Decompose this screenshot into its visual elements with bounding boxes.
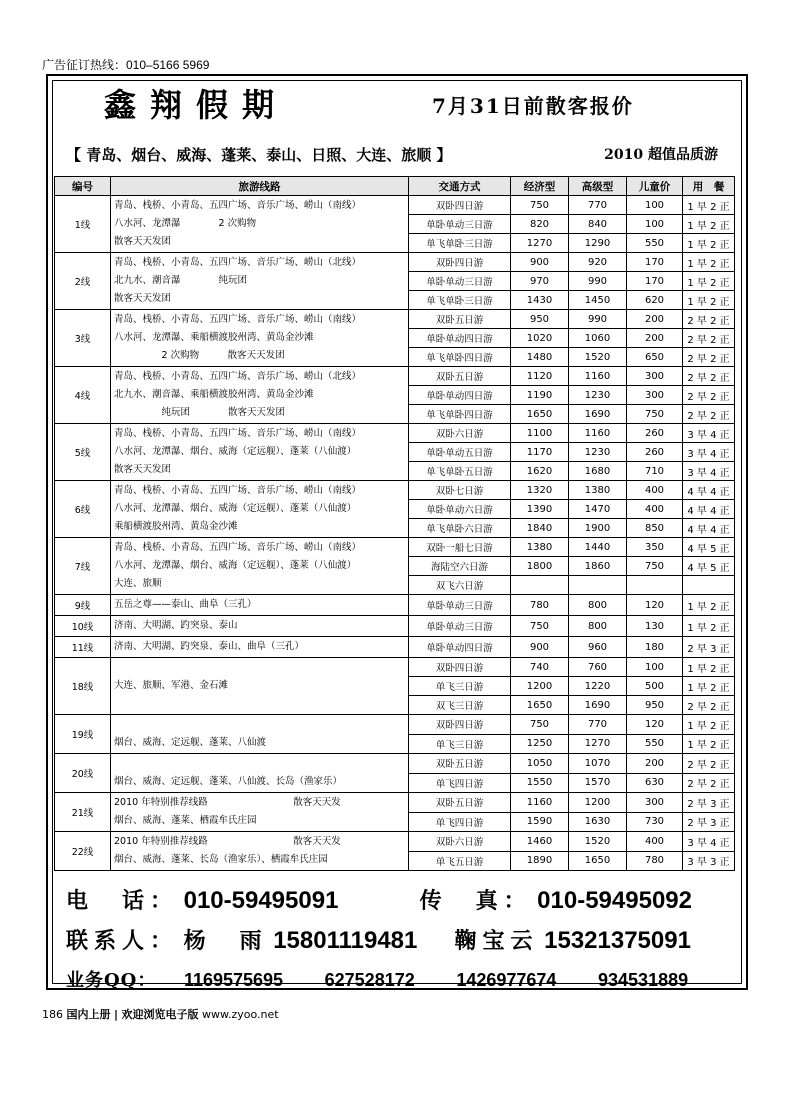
contact-label: 联系人： [66,928,179,954]
child-price: 400 [627,500,683,519]
route-description [111,481,409,538]
child-price [627,576,683,595]
economy-price: 1430 [511,291,569,310]
economy-price: 1320 [511,481,569,500]
route-description [111,793,409,832]
premium-price: 1380 [569,481,627,500]
child-price: 350 [627,538,683,557]
transport-mode: 单卧单动六日游 [409,500,511,519]
meals: 1 早 2 正 [683,734,735,754]
route-id: 9线 [55,595,111,616]
child-price: 400 [627,481,683,500]
meals: 1 早 2 正 [683,715,735,735]
transport-mode: 双卧四日游 [409,196,511,215]
premium-price: 1450 [569,291,627,310]
economy-price: 1890 [511,851,569,871]
economy-price: 1100 [511,424,569,443]
economy-price: 1200 [511,677,569,696]
meals: 3 早 4 正 [683,443,735,462]
route-description [111,832,409,871]
child-price: 180 [627,637,683,658]
economy-price: 1250 [511,734,569,754]
meals: 2 早 2 正 [683,696,735,715]
transport-mode: 单卧单动三日游 [409,616,511,637]
route-line [114,716,405,734]
route-line: 济南、大明湖、趵突泉、泰山、曲阜（三孔） [114,641,305,652]
route-id: 18线 [55,658,111,715]
fax-number: 010-59495092 [537,887,692,914]
route-id: 22线 [55,832,111,871]
transport-mode: 双卧五日游 [409,793,511,813]
tagline: 2010 超值品质游 [604,147,718,163]
meals: 4 早 4 正 [683,519,735,538]
child-price: 100 [627,196,683,215]
transport-mode: 单飞四日游 [409,773,511,793]
route-description [111,595,409,616]
meals: 2 早 3 正 [683,637,735,658]
meals: 4 早 4 正 [683,481,735,500]
economy-price: 1190 [511,386,569,405]
economy-price: 1650 [511,696,569,715]
transport-mode: 双卧五日游 [409,310,511,329]
table-row [55,616,735,637]
transport-mode: 单卧单动四日游 [409,329,511,348]
premium-price: 1220 [569,677,627,696]
meals: 1 早 2 正 [683,595,735,616]
table-row [55,658,735,677]
premium-price: 1690 [569,696,627,715]
premium-price: 1900 [569,519,627,538]
transport-mode: 单飞三日游 [409,734,511,754]
transport-mode: 单飞四日游 [409,812,511,832]
child-price: 620 [627,291,683,310]
table-header-row [55,177,735,196]
footer-url: www.zyoo.net [202,1008,279,1021]
transport-mode: 双卧一船七日游 [409,538,511,557]
child-price: 300 [627,386,683,405]
economy-price: 1160 [511,793,569,813]
ad-hotline: 广告征订热线：010–5166 5969 [42,58,210,72]
economy-price: 750 [511,715,569,735]
child-price: 500 [627,677,683,696]
premium-price: 1650 [569,851,627,871]
route-line: 烟台、威海、定远舰、蓬莱、八仙渡、长岛（渔家乐） [114,776,343,787]
premium-price: 800 [569,595,627,616]
meals: 4 早 4 正 [683,500,735,519]
transport-mode: 双卧五日游 [409,367,511,386]
economy-price: 780 [511,595,569,616]
economy-price: 1460 [511,832,569,852]
table-row [55,715,735,735]
route-id: 19线 [55,715,111,754]
premium-price: 760 [569,658,627,677]
transport-mode: 双卧六日游 [409,832,511,852]
route-description [111,754,409,793]
route-line: 八水河、龙潭瀑、烟台、威海（定远舰）、蓬莱（八仙渡） [114,560,357,571]
route-id: 2线 [55,253,111,310]
page-number: 186 [42,1008,63,1021]
child-price: 750 [627,557,683,576]
route-line: 乘船横渡胶州湾、黄岛金沙滩 [114,521,238,532]
transport-mode: 双飞六日游 [409,576,511,595]
footer-separator: | [114,1008,119,1021]
premium-price: 920 [569,253,627,272]
route-description [111,715,409,754]
route-line [114,755,405,773]
transport-mode: 双卧五日游 [409,754,511,774]
economy-price: 1380 [511,538,569,557]
route-line: 八水河、龙潭瀑、乘船横渡胶州湾、黄岛金沙滩 [114,332,314,343]
child-price: 200 [627,310,683,329]
contact-person-row [66,924,691,955]
child-price: 630 [627,773,683,793]
meals: 2 早 2 正 [683,754,735,774]
ad-frame [46,74,748,990]
table-row [55,196,735,215]
header-cell: 旅游线路 [111,177,409,196]
meals: 1 早 2 正 [683,234,735,253]
header-cell: 用 餐 [683,177,735,196]
phone-label: 电 话： [66,888,179,914]
premium-price [569,576,627,595]
routes-table [54,176,735,871]
qq-number: 934531889 [598,970,689,990]
transport-mode: 单卧单动三日游 [409,272,511,291]
premium-price: 960 [569,637,627,658]
premium-price: 1690 [569,405,627,424]
economy-price: 1620 [511,462,569,481]
qq-label: 业务QQ： [66,970,157,991]
premium-price: 1200 [569,793,627,813]
child-price: 260 [627,443,683,462]
route-description [111,637,409,658]
economy-price: 1550 [511,773,569,793]
route-line: 青岛、栈桥、小青岛、五四广场、音乐广场、崂山（南线） [114,428,362,439]
route-line: 济南、大明湖、趵突泉、泰山 [114,620,238,631]
premium-price: 990 [569,272,627,291]
transport-mode: 单卧单动四日游 [409,386,511,405]
meals: 4 早 5 正 [683,538,735,557]
meals: 1 早 2 正 [683,291,735,310]
premium-price: 1270 [569,734,627,754]
child-price: 650 [627,348,683,367]
economy-price: 1390 [511,500,569,519]
meals: 1 早 2 正 [683,677,735,696]
meals [683,576,735,595]
meals: 3 早 4 正 [683,424,735,443]
premium-price: 1860 [569,557,627,576]
route-description [111,658,409,715]
transport-mode: 单飞单卧四日游 [409,348,511,367]
meals: 3 早 4 正 [683,462,735,481]
qq-number: 1169575695 [183,970,284,990]
transport-mode: 单卧单动四日游 [409,637,511,658]
economy-price: 1050 [511,754,569,774]
transport-mode: 单飞单卧三日游 [409,291,511,310]
child-price: 170 [627,253,683,272]
child-price: 130 [627,616,683,637]
route-line [114,659,405,677]
qq-row [66,966,688,992]
destinations-line: 【 青岛、烟台、威海、蓬莱、泰山、日照、大连、旅顺 】 [66,146,452,164]
phone-row [66,884,692,915]
transport-mode: 单飞单卧六日游 [409,519,511,538]
header-cell: 经济型 [511,177,569,196]
premium-price: 1520 [569,348,627,367]
meals: 3 早 4 正 [683,832,735,852]
economy-price: 970 [511,272,569,291]
premium-price: 1630 [569,812,627,832]
meals: 2 早 2 正 [683,386,735,405]
meals: 1 早 2 正 [683,272,735,291]
child-price: 730 [627,812,683,832]
child-price: 710 [627,462,683,481]
footer-section: 国内上册 [66,1008,111,1021]
route-id: 4线 [55,367,111,424]
premium-price: 1470 [569,500,627,519]
route-id: 7线 [55,538,111,595]
transport-mode: 单飞单卧四日游 [409,405,511,424]
qq-number: 627528172 [324,970,415,990]
route-description [111,253,409,310]
route-line: 烟台、威海、蓬莱、长岛（渔家乐）、栖霞牟氏庄园 [114,854,328,865]
meals: 2 早 2 正 [683,329,735,348]
premium-price: 1230 [569,443,627,462]
transport-mode: 单飞单卧三日游 [409,234,511,253]
route-line: 2 次购物 散客天天发团 [114,350,285,361]
route-line: 2010 年特别推荐线路 散客天天发 [114,836,341,847]
premium-price: 800 [569,616,627,637]
contact-phone-1: 15801119481 [273,927,418,954]
header-cell: 高级型 [569,177,627,196]
route-line: 五岳之尊——泰山、曲阜（三孔） [114,599,257,610]
route-line: 散客天天发团 [114,236,172,247]
route-line: 大连、旅顺、军港、金石滩 [114,680,229,691]
table-row [55,832,735,852]
premium-price: 770 [569,196,627,215]
transport-mode: 海陆空六日游 [409,557,511,576]
child-price: 850 [627,519,683,538]
header-cell: 儿童价 [627,177,683,196]
routes-body [55,196,735,871]
price-subtitle: 7月31日前散客报价 [432,94,634,118]
page-footer [42,1006,279,1022]
route-line: 大连、旅顺 [114,578,162,589]
route-line: 青岛、栈桥、小青岛、五四广场、音乐广场、崂山（北线） [114,371,362,382]
route-description [111,367,409,424]
route-line: 八水河、龙潭瀑、烟台、威海（定远舰）、蓬莱（八仙渡） [114,446,357,457]
meals: 2 早 2 正 [683,773,735,793]
economy-price: 900 [511,253,569,272]
premium-price: 1440 [569,538,627,557]
economy-price: 1170 [511,443,569,462]
transport-mode: 单飞单卧五日游 [409,462,511,481]
header-cell: 编号 [55,177,111,196]
child-price: 170 [627,272,683,291]
transport-mode: 单卧单动三日游 [409,595,511,616]
economy-price [511,576,569,595]
contact-person-1: 杨 雨 [183,928,268,954]
meals: 1 早 2 正 [683,196,735,215]
economy-price: 820 [511,215,569,234]
meals: 2 早 3 正 [683,812,735,832]
route-id: 20线 [55,754,111,793]
transport-mode: 双卧四日游 [409,253,511,272]
route-line: 烟台、威海、蓬莱、栖霞牟氏庄园 [114,815,257,826]
table-row [55,793,735,813]
economy-price: 1590 [511,812,569,832]
premium-price: 1680 [569,462,627,481]
route-description [111,424,409,481]
meals: 1 早 2 正 [683,215,735,234]
table-row [55,481,735,500]
economy-price: 1120 [511,367,569,386]
child-price: 550 [627,734,683,754]
economy-price: 950 [511,310,569,329]
contact-person-2: 鞠宝云 [454,928,539,954]
table-row [55,253,735,272]
route-line: 青岛、栈桥、小青岛、五四广场、音乐广场、崂山（南线） [114,200,362,211]
economy-price: 750 [511,616,569,637]
meals: 2 早 2 正 [683,367,735,386]
route-line: 青岛、栈桥、小青岛、五四广场、音乐广场、崂山（北线） [114,257,362,268]
meals: 1 早 2 正 [683,616,735,637]
route-line: 散客天天发团 [114,293,172,304]
transport-mode: 单卧单动三日游 [409,215,511,234]
meals: 2 早 3 正 [683,793,735,813]
route-description [111,310,409,367]
table-row [55,310,735,329]
premium-price: 1060 [569,329,627,348]
premium-price: 1160 [569,367,627,386]
route-line: 散客天天发团 [114,464,172,475]
route-id: 10线 [55,616,111,637]
route-id: 5线 [55,424,111,481]
meals: 1 早 2 正 [683,658,735,677]
economy-price: 1840 [511,519,569,538]
economy-price: 1020 [511,329,569,348]
route-id: 1线 [55,196,111,253]
economy-price: 1650 [511,405,569,424]
fax-label: 传 真： [419,888,532,914]
meals: 1 早 2 正 [683,253,735,272]
transport-mode: 双卧四日游 [409,715,511,735]
route-line: 2010 年特别推荐线路 散客天天发 [114,797,341,808]
transport-mode: 双卧六日游 [409,424,511,443]
table-row [55,367,735,386]
phone-number: 010-59495091 [183,887,339,914]
child-price: 100 [627,215,683,234]
route-line: 八水河、龙潭瀑 2 次购物 [114,218,257,229]
premium-price: 1290 [569,234,627,253]
economy-price: 740 [511,658,569,677]
child-price: 750 [627,405,683,424]
route-id: 11线 [55,637,111,658]
footer-text: 欢迎浏览电子版 [121,1008,199,1021]
premium-price: 1230 [569,386,627,405]
meals: 4 早 5 正 [683,557,735,576]
qq-number: 1426977674 [456,970,557,990]
child-price: 300 [627,793,683,813]
child-price: 260 [627,424,683,443]
meals: 2 早 2 正 [683,310,735,329]
transport-mode: 单飞五日游 [409,851,511,871]
table-row [55,754,735,774]
transport-mode: 单卧单动五日游 [409,443,511,462]
route-id: 3线 [55,310,111,367]
table-row [55,595,735,616]
economy-price: 900 [511,637,569,658]
child-price: 200 [627,754,683,774]
premium-price: 1160 [569,424,627,443]
route-description [111,538,409,595]
child-price: 300 [627,367,683,386]
child-price: 400 [627,832,683,852]
economy-price: 1800 [511,557,569,576]
child-price: 950 [627,696,683,715]
premium-price: 990 [569,310,627,329]
header-cell: 交通方式 [409,177,511,196]
transport-mode: 双飞三日游 [409,696,511,715]
route-id: 21线 [55,793,111,832]
child-price: 120 [627,595,683,616]
meals: 2 早 2 正 [683,348,735,367]
premium-price: 1570 [569,773,627,793]
transport-mode: 单飞三日游 [409,677,511,696]
route-line: 青岛、栈桥、小青岛、五四广场、音乐广场、崂山（南线） [114,314,362,325]
route-line: 青岛、栈桥、小青岛、五四广场、音乐广场、崂山（南线） [114,542,362,553]
route-line: 北九水、潮音瀑 纯玩团 [114,275,248,286]
premium-price: 770 [569,715,627,735]
child-price: 200 [627,329,683,348]
economy-price: 1480 [511,348,569,367]
child-price: 100 [627,658,683,677]
premium-price: 840 [569,215,627,234]
route-line: 青岛、栈桥、小青岛、五四广场、音乐广场、崂山（南线） [114,485,362,496]
table-row [55,424,735,443]
route-line: 烟台、威海、定远舰、蓬莱、八仙渡 [114,737,267,748]
route-id: 6线 [55,481,111,538]
route-line: 纯玩团 散客天天发团 [114,407,286,418]
child-price: 550 [627,234,683,253]
transport-mode: 双卧四日游 [409,658,511,677]
table-row [55,538,735,557]
meals: 3 早 3 正 [683,851,735,871]
child-price: 780 [627,851,683,871]
route-line: 北九水、潮音瀑、乘船横渡胶州湾、黄岛金沙滩 [114,389,314,400]
meals: 2 早 2 正 [683,405,735,424]
transport-mode: 双卧七日游 [409,481,511,500]
premium-price: 1520 [569,832,627,852]
contact-phone-2: 15321375091 [544,927,691,954]
child-price: 120 [627,715,683,735]
route-line: 八水河、龙潭瀑、烟台、威海（定远舰）、蓬莱（八仙渡） [114,503,357,514]
premium-price: 1070 [569,754,627,774]
agency-title: 鑫翔假期 [104,86,289,124]
economy-price: 1270 [511,234,569,253]
economy-price: 750 [511,196,569,215]
route-description [111,196,409,253]
table-row [55,637,735,658]
route-description [111,616,409,637]
